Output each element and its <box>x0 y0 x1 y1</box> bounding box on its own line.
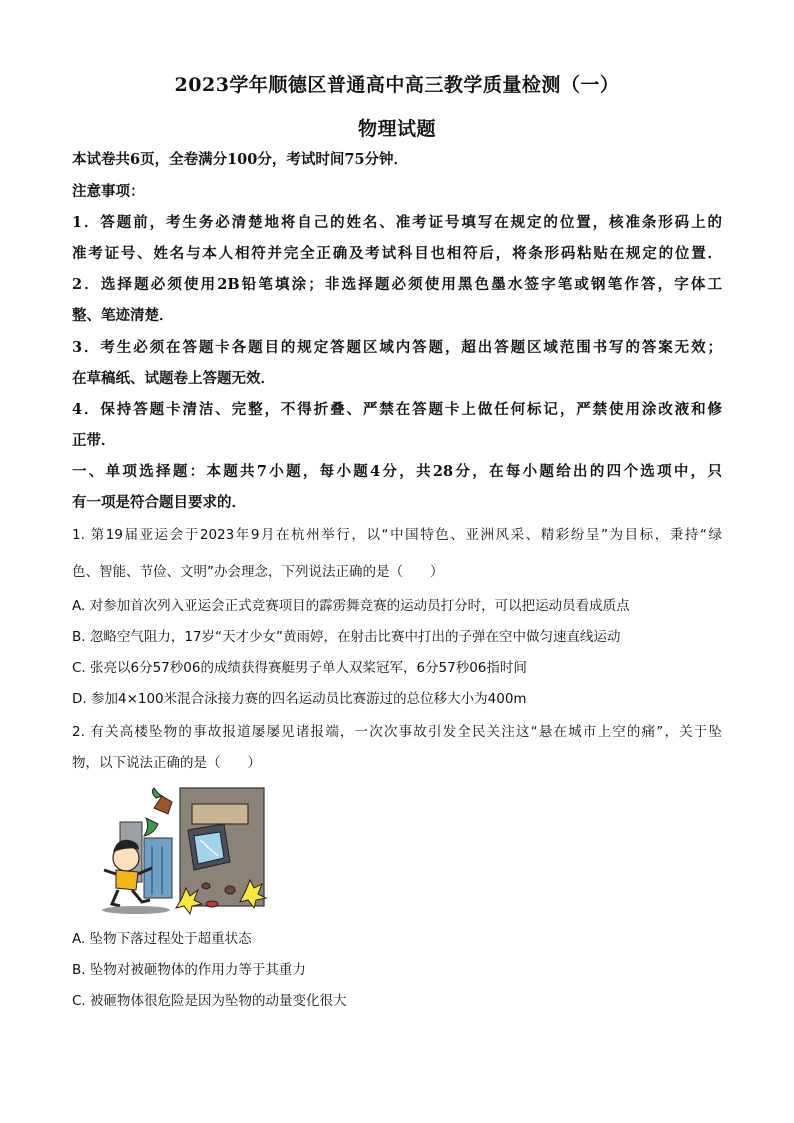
q1-stem-line-2: 色、智能、节俭、文明”办会理念，下列说法正确的是（ ） <box>72 564 444 580</box>
note-1-line-2: 准考证号、姓名与本人相符并完全正确及考试科目也相符后，将条形码粘贴在规定的位置． <box>72 245 722 262</box>
q2-option-c: C. 被砸物体很危险是因为坠物的动量变化很大 <box>72 993 347 1009</box>
exam-subtitle: 物理试题 <box>357 118 436 140</box>
section-heading-line-2: 有一项是符合题目要求的． <box>72 494 246 511</box>
q1-option-b: B. 忽略空气阻力，17岁“天才少女”黄雨婷，在射击比赛中打出的子弹在空中做匀速直线运动 <box>72 629 621 645</box>
q1-option-d: D. 参加4×100米混合泳接力赛的四名运动员比赛游过的总位移大小为400m <box>72 691 527 707</box>
exam-summary: 本试卷共6页，全卷满分100分，考试时间75分钟． <box>72 151 409 168</box>
note-1-line-1: 1．答题前，考生务必清楚地将自己的姓名、准考证号填写在规定的位置，核准条形码上的 <box>72 214 722 231</box>
note-4-line-2: 正带． <box>72 432 116 449</box>
note-2-line-2: 整、笔迹清楚． <box>72 307 174 324</box>
section-heading-line-1: 一、单项选择题：本题共7小题，每小题4分，共28分，在每小题给出的四个选项中，只 <box>72 463 722 480</box>
q1-option-c: C. 张亮以6分57秒06的成绩获得赛艇男子单人双桨冠军，6分57秒06指时间 <box>72 660 527 676</box>
q2-stem-line-1: 2. 有关高楼坠物的事故报道屡屡见诸报端，一次次事故引发全民关注这“悬在城市上空的痛”，关于坠 <box>72 724 722 740</box>
q1-option-a: A. 对参加首次列入亚运会正式竞赛项目的霹雳舞竞赛的运动员打分时，可以把运动员看成质点 <box>72 598 630 614</box>
falling-objects-illustration <box>96 786 268 916</box>
q1-stem-line-1: 1. 第19届亚运会于2023年9月在杭州举行，以“中国特色、亚洲风采、精彩纷呈”为目标，秉持“绿 <box>72 527 722 543</box>
exam-title: 2023学年顺德区普通高中高三教学质量检测（一） <box>174 74 620 96</box>
notes-heading: 注意事项： <box>72 183 145 200</box>
note-2-line-1: 2．选择题必须使用2B铅笔填涂；非选择题必须使用黑色墨水签字笔或钢笔作答，字体工 <box>72 276 722 293</box>
q2-option-b: B. 坠物对被砸物体的作用力等于其重力 <box>72 962 306 978</box>
note-3-line-1: 3．考生必须在答题卡各题目的规定答题区域内答题，超出答题区域范围书写的答案无效； <box>72 339 722 356</box>
note-3-line-2: 在草稿纸、试题卷上答题无效． <box>72 370 275 387</box>
note-4-line-1: 4．保持答题卡清洁、完整，不得折叠、严禁在答题卡上做任何标记，严禁使用涂改液和修 <box>72 401 722 418</box>
q2-option-a: A. 坠物下落过程处于超重状态 <box>72 931 252 947</box>
q2-stem-line-2: 物，以下说法正确的是（ ） <box>72 755 261 771</box>
